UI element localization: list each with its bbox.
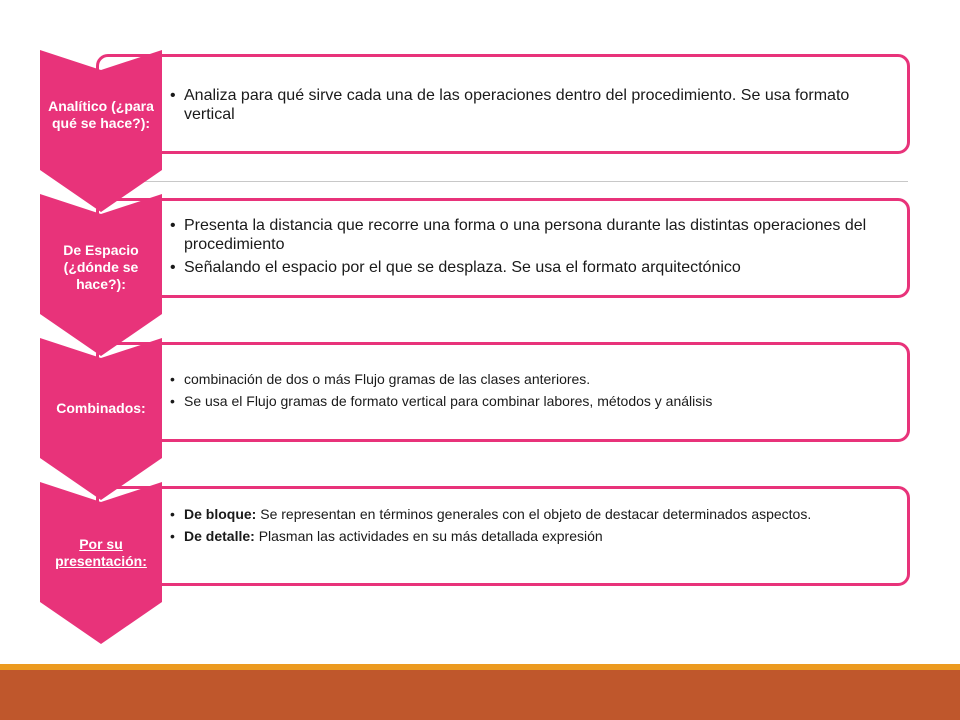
bullet-item (170, 371, 900, 388)
chevron-label: De Espacio (¿dónde se hace?): (63, 242, 139, 292)
bullet-text: Se representan en términos generales con el objeto de destacar determinados aspectos. (256, 506, 812, 522)
footer-band (0, 670, 960, 720)
chevron-label: Combinados: (56, 400, 146, 416)
bullet-text: Señalando el espacio por el que se desplaza. Se usa el formato arquitectónico (184, 259, 741, 276)
bullet-item (170, 506, 900, 523)
chevron-label: Analítico (¿para qué se hace?): (48, 98, 154, 131)
bullet-bold-term: De bloque: (184, 506, 257, 522)
bullet-item (170, 393, 900, 410)
bullet-bold-term: De detalle: (184, 528, 255, 544)
chevron-shape (40, 482, 162, 644)
bullet-text: Se usa el Flujo gramas de formato vertical para combinar labores, métodos y análisis (184, 393, 713, 409)
chevron-shape (40, 338, 162, 500)
chevron-shape (40, 194, 162, 356)
bullet-list (170, 506, 900, 550)
bullet-item (170, 86, 900, 124)
bullet-item (170, 528, 900, 545)
chevron-shape (40, 50, 162, 212)
bullet-list (170, 371, 900, 415)
bullet-text: combinación de dos o más Flujo gramas de las clases anteriores. (184, 371, 591, 387)
bullet-item (170, 258, 900, 277)
bullet-text: Presenta la distancia que recorre una forma o una persona durante las distintas operaciones del procedimiento (184, 217, 867, 253)
bullet-list (170, 216, 900, 281)
chevron-label-link[interactable]: Por su presentación: (55, 536, 147, 569)
bullet-item (170, 216, 900, 254)
bullet-text: Analiza para qué sirve cada una de las operaciones dentro del procedimiento. Se usa formato vertical (184, 87, 850, 123)
bullet-text: Plasman las actividades en su más detallada expresión (254, 528, 603, 544)
divider-line (100, 181, 908, 182)
bullet-list (170, 86, 900, 128)
